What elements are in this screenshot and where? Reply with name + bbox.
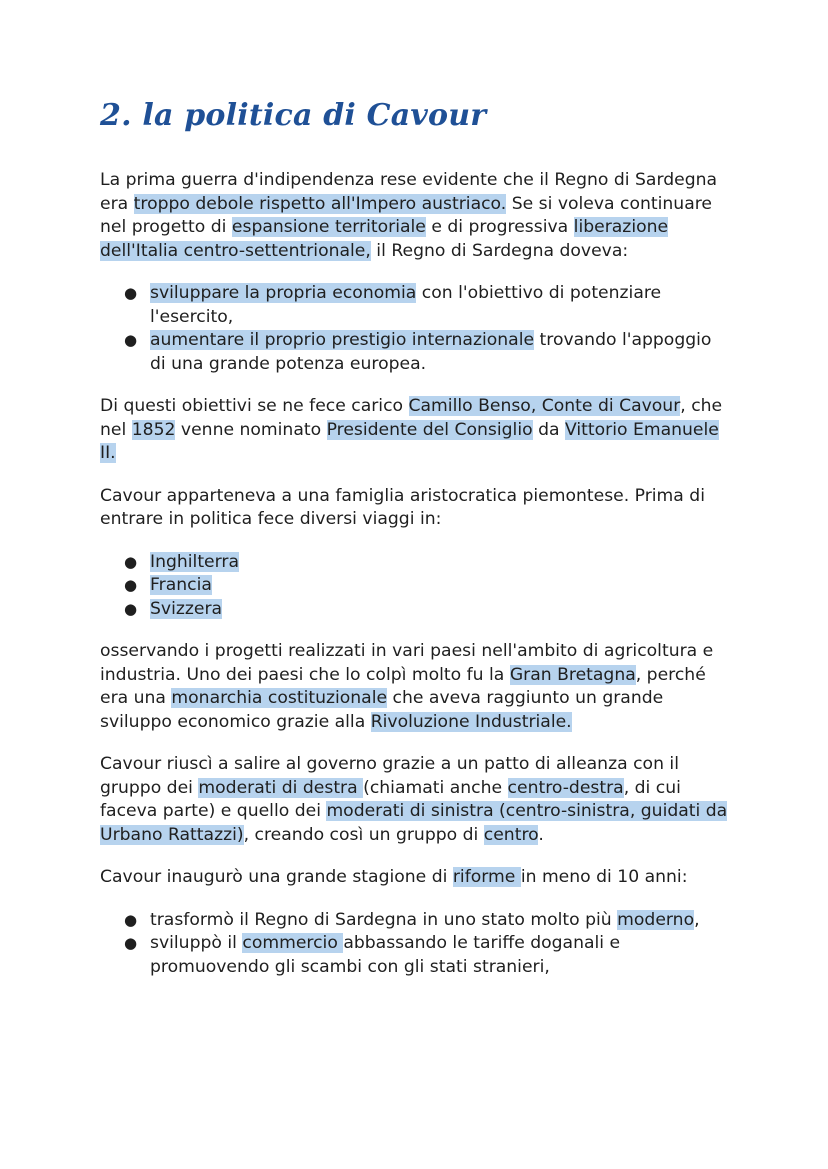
text-run: Cavour riuscì a salire al governo grazie a un patto di alleanza con il gruppo dei bbox=[100, 754, 679, 798]
highlight: moderno bbox=[617, 909, 695, 930]
list-item bbox=[124, 551, 728, 575]
list-item bbox=[124, 909, 728, 933]
highlight: riforme bbox=[452, 867, 521, 887]
highlight: Presidente del Consiglio bbox=[326, 419, 533, 440]
highlight: Rivoluzione Industriale. bbox=[370, 711, 572, 732]
highlight: centro-destra bbox=[507, 777, 624, 798]
text-run: da bbox=[532, 419, 566, 440]
highlight: aumentare il proprio prestigio internazionale bbox=[150, 330, 535, 350]
text-run: , perché era una bbox=[100, 664, 706, 708]
highlight: 1852 bbox=[131, 419, 176, 440]
paragraph-family: Cavour apparteneva a una famiglia aristocratica piemontese. Prima di entrare in politica fece diversi viaggi in: bbox=[100, 485, 705, 529]
list-item bbox=[124, 932, 728, 979]
bullet-icon: ● bbox=[124, 910, 138, 929]
text-run: con l'obiettivo di potenziare l'esercito, bbox=[150, 283, 662, 327]
paragraph-observations bbox=[100, 640, 728, 734]
highlight: commercio bbox=[242, 933, 344, 953]
paragraph-alliance bbox=[100, 753, 728, 847]
text-run: trovando l'appoggio di una grande potenza europea. bbox=[150, 330, 712, 374]
highlight: liberazione dell'Italia centro-settentrionale, bbox=[100, 217, 669, 261]
highlight: Francia bbox=[150, 575, 212, 595]
text-run: in meno di 10 anni: bbox=[520, 867, 688, 887]
text-run: abbassando le tariffe doganali e promuovendo gli scambi con gli stati stranieri, bbox=[150, 933, 621, 977]
highlight: troppo debole rispetto all'Impero austriaco. bbox=[133, 193, 507, 214]
highlight: Vittorio Emanuele II. bbox=[100, 419, 719, 463]
highlight: moderati di sinistra (centro-sinistra, guidati da Urbano Rattazzi) bbox=[100, 801, 728, 845]
text-run: La prima guerra d'indipendenza rese evidente che il Regno di Sardegna era bbox=[100, 170, 718, 214]
bullet-icon: ● bbox=[124, 599, 138, 618]
highlight: Inghilterra bbox=[150, 551, 239, 572]
text-run: trasformò il Regno di Sardegna in uno stato molto più bbox=[150, 909, 618, 930]
highlight: Camillo Benso, Conte di Cavour bbox=[408, 396, 681, 416]
list-item bbox=[124, 282, 728, 329]
highlight: Gran Bretagna bbox=[509, 664, 636, 685]
text-run: , che nel bbox=[100, 396, 723, 440]
text-run: , di cui faceva parte) e quello dei bbox=[100, 777, 681, 821]
list-item bbox=[124, 598, 728, 622]
text-run: Di questi obiettivi se ne fece carico bbox=[100, 396, 409, 416]
highlight: sviluppare la propria economia bbox=[150, 283, 417, 303]
bullet-icon: ● bbox=[124, 552, 138, 571]
paragraph-cavour bbox=[100, 395, 728, 466]
bullet-icon: ● bbox=[124, 284, 138, 302]
travels-list bbox=[100, 551, 728, 622]
text-run: . bbox=[538, 824, 544, 845]
text-run: Se si voleva continuare nel progetto di bbox=[100, 193, 712, 237]
text-run: (chiamati anche bbox=[363, 777, 508, 798]
text-run: sviluppò il bbox=[150, 933, 243, 953]
text-run: venne nominato bbox=[175, 419, 327, 440]
highlight: espansione territoriale bbox=[231, 217, 426, 237]
paragraph-reforms bbox=[100, 866, 728, 890]
highlight: monarchia costituzionale bbox=[171, 688, 388, 708]
text-run: il Regno di Sardegna doveva: bbox=[370, 240, 629, 261]
highlight: moderati di destra bbox=[198, 777, 364, 798]
bullet-icon: ● bbox=[124, 576, 138, 594]
list-item bbox=[124, 574, 728, 598]
highlight: centro bbox=[483, 824, 539, 845]
text-run: osservando i progetti realizzati in vari paesi nell'ambito di agricoltura e industria. Uno dei paesi che lo colpì molto fu la bbox=[100, 641, 714, 685]
bullet-icon: ● bbox=[124, 934, 138, 952]
bullet-icon: ● bbox=[124, 331, 138, 349]
list-item bbox=[124, 329, 728, 376]
page-title: 2. la politica di Cavour bbox=[100, 98, 487, 133]
highlight: Svizzera bbox=[150, 598, 223, 619]
text-run: , bbox=[694, 909, 700, 930]
text-run: , creando così un gruppo di bbox=[243, 824, 484, 845]
text-run: Cavour inaugurò una grande stagione di bbox=[100, 867, 453, 887]
text-run: che aveva raggiunto un grande sviluppo economico grazie alla bbox=[100, 688, 664, 732]
paragraph-intro bbox=[100, 169, 728, 263]
reforms-list bbox=[100, 909, 728, 980]
goals-list bbox=[100, 282, 728, 376]
text-run: e di progressiva bbox=[425, 217, 574, 237]
